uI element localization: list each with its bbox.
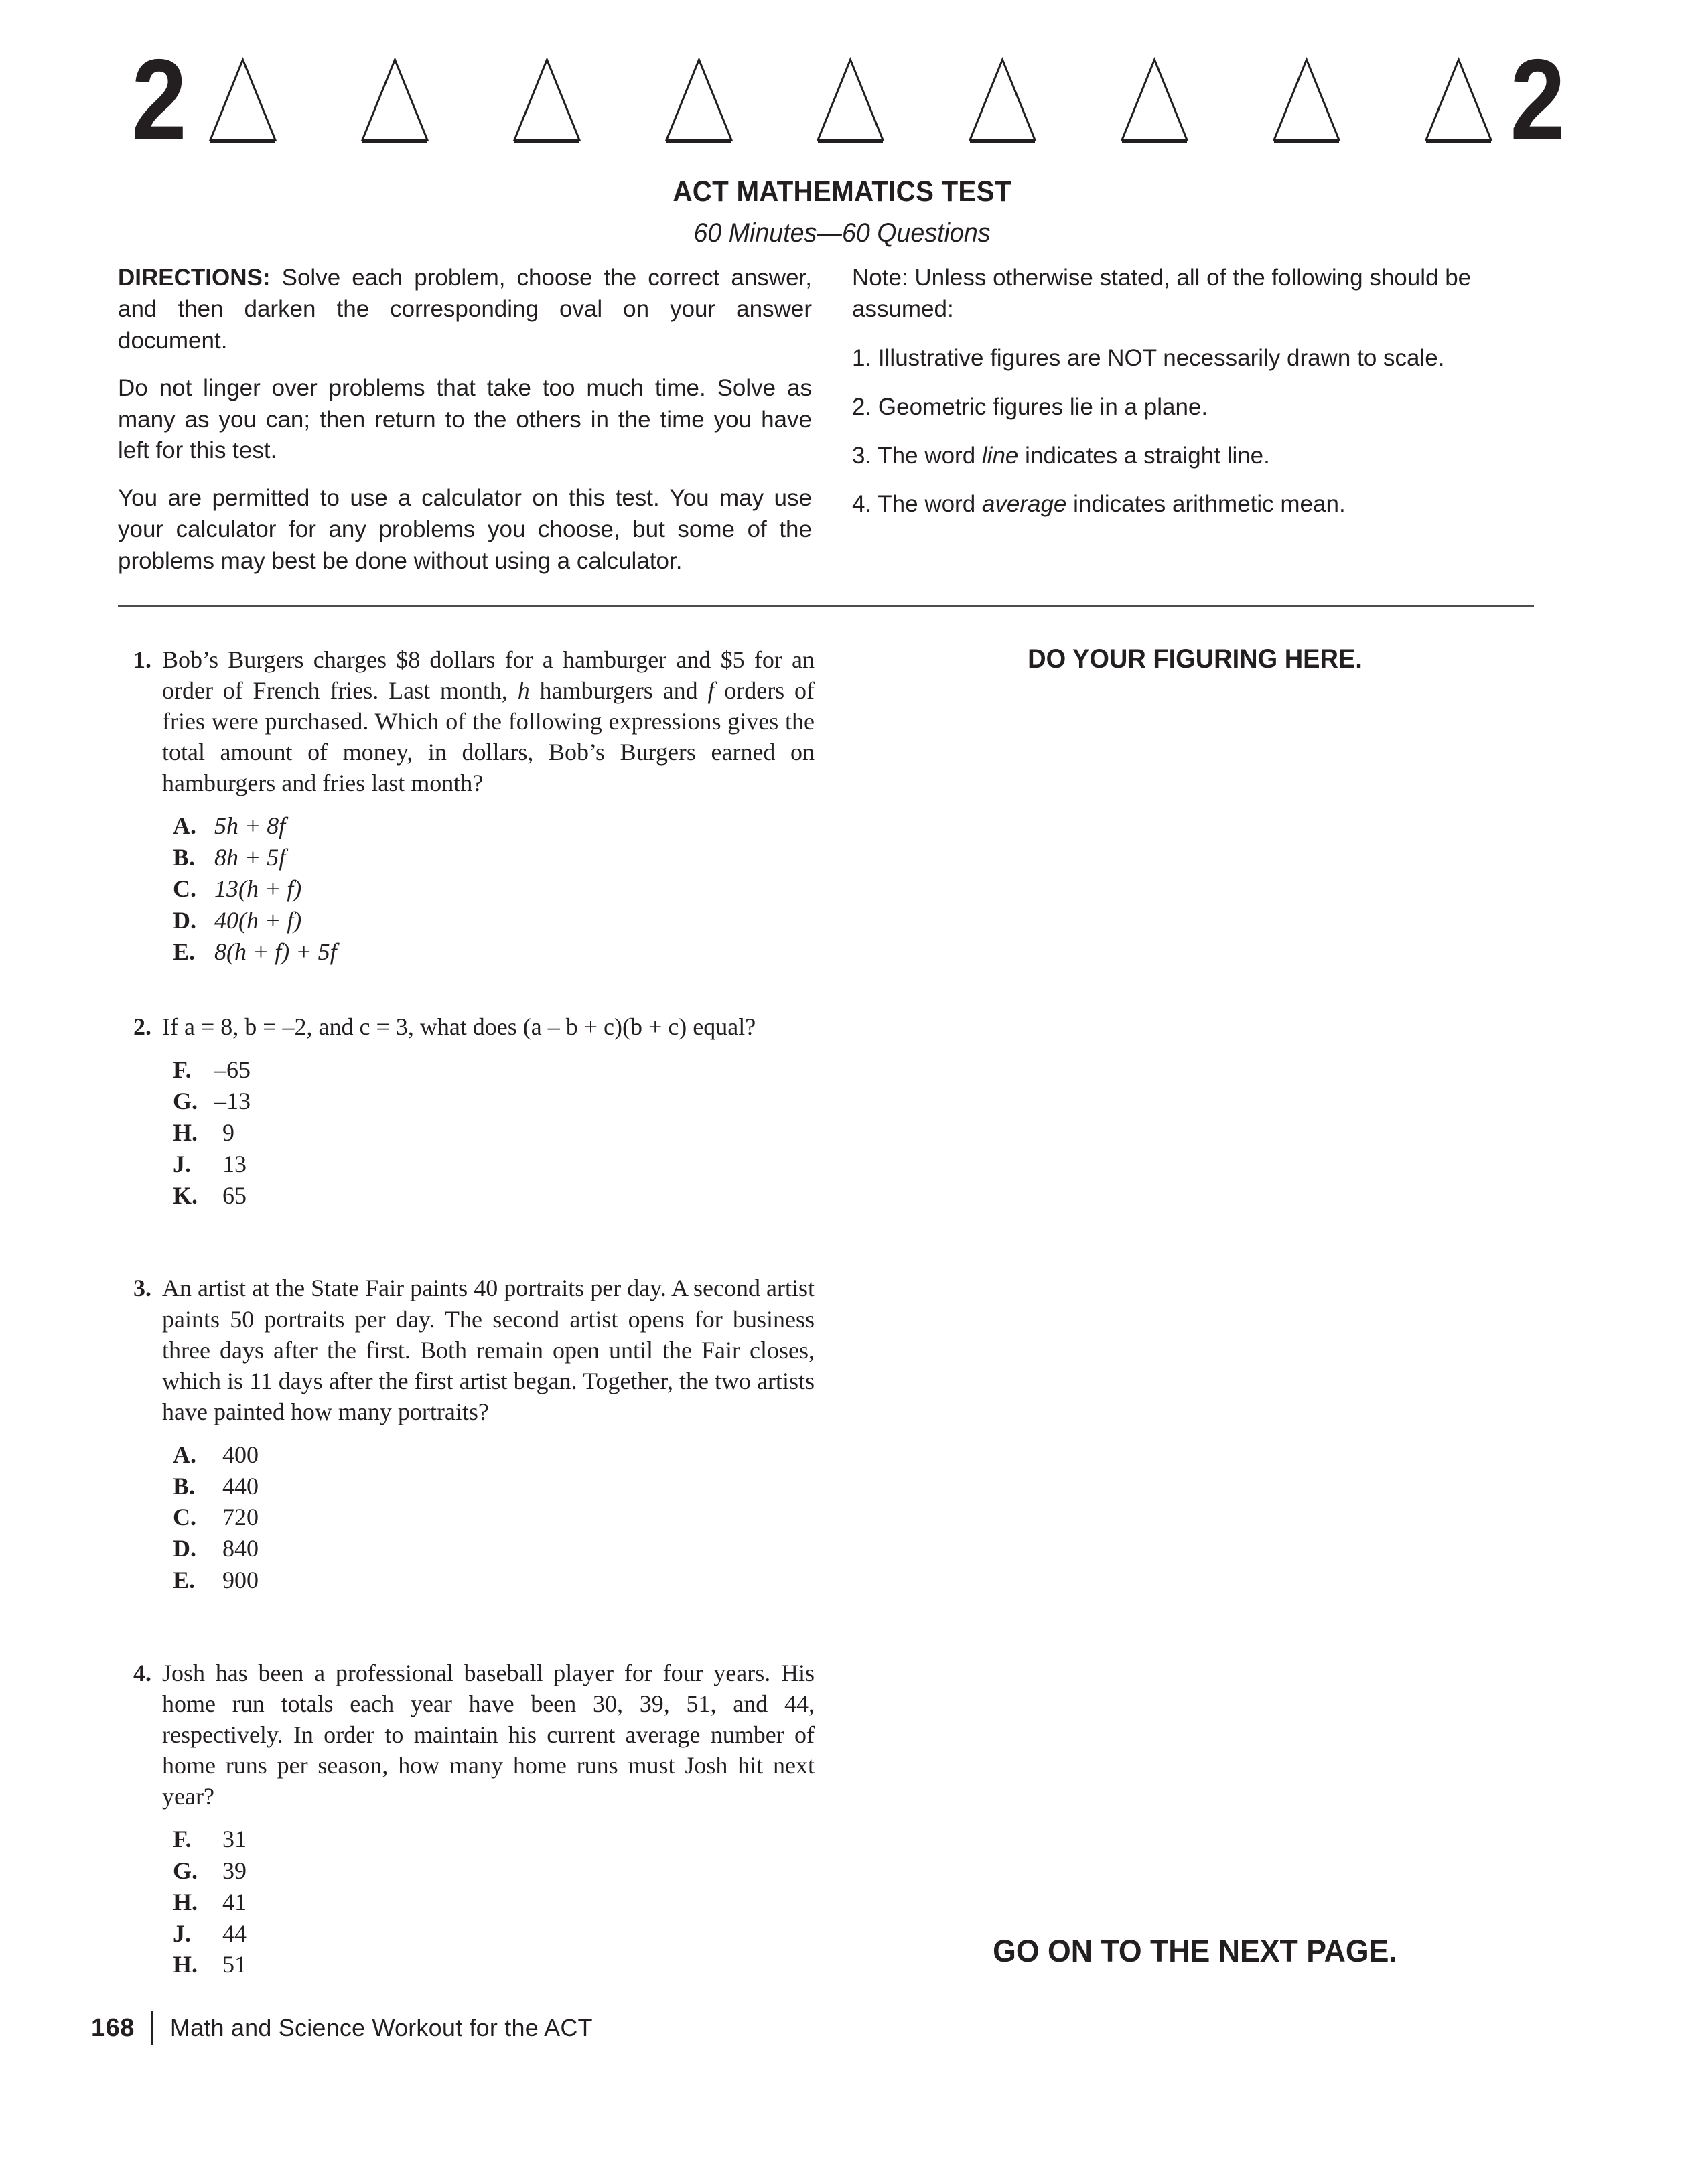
choice-option[interactable] <box>173 1086 815 1117</box>
question-2-number: 2. <box>133 1013 151 1041</box>
page-header-band <box>127 20 1567 164</box>
choice-option[interactable] <box>173 1533 815 1564</box>
choice-value: 440 <box>222 1472 259 1500</box>
triangle-icon <box>360 57 430 146</box>
question-1-text-c: orders of fries were purchased. Which of the following expressions gives the total amount of money, in dollars, Bob’s Burgers earned on hamburgers and fries last month? <box>162 677 815 797</box>
question-3-text: An artist at the State Fair paints 40 portraits per day. A second artist paints 50 portraits per day. The second artist opens for business three days after the first. Both remain open until the Fair closes, which is 11 days after the first artist began. Together, the two artists have painted how many portraits? <box>162 1275 815 1425</box>
choice-letter: G. <box>173 1088 198 1115</box>
directions-paragraph-3: You are permitted to use a calculator on this test. You may use your calculator for any problems you choose, but some of the problems may best be done without using a calculator. <box>118 485 812 575</box>
notes-item-4-pre: 4. The word <box>852 491 982 518</box>
notes-item-4-post: indicates arithmetic mean. <box>1066 491 1346 518</box>
section-number-right: 2 <box>1510 35 1563 164</box>
directions-paragraph-1 <box>118 263 812 357</box>
choice-option[interactable] <box>173 1149 815 1180</box>
question-4-choices <box>173 1824 815 1980</box>
choice-value: 39 <box>222 1857 247 1884</box>
choice-letter: H. <box>173 1119 198 1147</box>
choice-letter: H. <box>173 1951 198 1978</box>
choice-option[interactable] <box>173 1564 815 1596</box>
choice-letter: F. <box>173 1826 192 1853</box>
choice-letter: B. <box>173 1472 196 1500</box>
choice-letter: A. <box>173 812 196 840</box>
footer-page-number: 168 <box>91 2013 135 2042</box>
choice-option[interactable] <box>173 1054 815 1086</box>
choice-value: 13(h + f) <box>214 875 302 902</box>
question-1-number: 1. <box>133 646 151 673</box>
choice-letter: K. <box>173 1181 198 1209</box>
spacer <box>125 1238 815 1272</box>
spacer <box>125 994 815 1011</box>
question-4-number: 4. <box>133 1659 151 1686</box>
choice-value: 41 <box>222 1888 247 1915</box>
choice-value: 51 <box>222 1951 247 1978</box>
figuring-area-heading: DO YOUR FIGURING HERE. <box>1028 644 1362 674</box>
triangle-icon <box>512 57 582 146</box>
choice-value: 720 <box>222 1504 259 1531</box>
choice-option[interactable] <box>173 1471 815 1502</box>
choice-value: 65 <box>222 1181 247 1209</box>
triangle-icon <box>967 57 1038 146</box>
choice-value: 44 <box>222 1919 247 1947</box>
choice-option[interactable] <box>173 1887 815 1918</box>
triangle-icon <box>1119 57 1190 146</box>
choice-value: 5h + 8f <box>214 812 286 840</box>
directions-label: DIRECTIONS: <box>118 265 271 291</box>
triangle-icon <box>664 57 734 146</box>
section-number-left: 2 <box>131 35 185 164</box>
choice-option[interactable] <box>173 810 815 842</box>
question-2-stem <box>125 1011 815 1042</box>
notes-item-3 <box>852 441 1538 472</box>
question-1-stem <box>125 644 815 798</box>
question-4-stem <box>125 1658 815 1812</box>
choice-letter: D. <box>173 1535 196 1562</box>
choice-option[interactable] <box>173 1180 815 1212</box>
section-divider-rule <box>118 605 1534 607</box>
question-1-text <box>162 644 815 798</box>
question-2-choices <box>173 1054 815 1211</box>
choice-option[interactable] <box>173 1918 815 1950</box>
question-3-choices <box>173 1439 815 1596</box>
page-title: ACT MATHEMATICS TEST <box>673 175 1011 208</box>
question-3-number: 3. <box>133 1275 151 1302</box>
choice-letter: C. <box>173 875 196 902</box>
triangle-icon <box>1271 57 1342 146</box>
question-2-text: If a = 8, b = –2, and c = 3, what does (a – b + c)(b + c) equal? <box>162 1013 756 1041</box>
choice-letter: E. <box>173 1567 196 1594</box>
choice-letter: D. <box>173 906 196 934</box>
choice-value: 400 <box>222 1441 259 1468</box>
notes-item-2: 2. Geometric figures lie in a plane. <box>852 393 1208 420</box>
choice-option[interactable] <box>173 1855 815 1887</box>
choice-letter: C. <box>173 1504 196 1531</box>
notes-item-3-pre: 3. The word <box>852 442 982 469</box>
choice-letter: H. <box>173 1888 198 1915</box>
question-1-var-f: f <box>707 677 715 705</box>
question-1-text-a: Bob’s Burgers charges $8 dollars for a hamburger and $5 for an order of French fries. Last month, <box>162 646 815 705</box>
choice-value: 40(h + f) <box>214 906 302 934</box>
choice-letter: E. <box>173 938 196 965</box>
choice-option[interactable] <box>173 1824 815 1855</box>
choice-value: 9 <box>222 1119 234 1147</box>
question-1-choices <box>173 810 815 967</box>
choice-letter: B. <box>173 844 196 871</box>
notes-intro: Note: Unless otherwise stated, all of the following should be assumed: <box>852 265 1472 322</box>
question-4-text: Josh has been a professional baseball player for four years. His home run totals each year have been 30, 39, 51, and 44, respectively. In order to maintain his current average number of home runs per season, how many home runs must Josh hit next year? <box>162 1659 815 1810</box>
choice-value: –65 <box>214 1056 251 1084</box>
choice-value: 8(h + f) + 5f <box>214 938 337 965</box>
spacer <box>125 1623 815 1658</box>
choice-option[interactable] <box>173 905 815 936</box>
choice-option[interactable] <box>173 936 815 968</box>
choice-value: 900 <box>222 1567 259 1594</box>
question-3 <box>125 1272 815 1595</box>
choice-value: 840 <box>222 1535 259 1562</box>
triangle-strip <box>189 52 1506 147</box>
choice-value: 13 <box>222 1150 247 1177</box>
questions-column <box>125 644 815 2007</box>
choice-option[interactable] <box>173 1439 815 1471</box>
footer-divider <box>151 2011 153 2045</box>
question-1-var-h: h <box>517 677 530 705</box>
choice-value: –13 <box>214 1088 251 1115</box>
choice-option[interactable] <box>173 873 815 905</box>
notes-item-3-post: indicates a straight line. <box>1018 442 1270 469</box>
notes-item-4 <box>852 489 1538 520</box>
choice-option[interactable] <box>173 1502 815 1533</box>
directions-paragraph-2: Do not linger over problems that take too much time. Solve as many as you can; then return to the others in the time you have left for this test. <box>118 374 812 464</box>
directions-column <box>118 263 812 577</box>
question-2 <box>125 1011 815 1211</box>
choice-option[interactable] <box>173 842 815 873</box>
page-footer <box>91 2009 593 2047</box>
triangle-icon <box>815 57 886 146</box>
choice-letter: A. <box>173 1441 196 1468</box>
notes-item-1: 1. Illustrative figures are NOT necessarily drawn to scale. <box>852 344 1445 371</box>
choice-option[interactable] <box>173 1949 815 1980</box>
choice-value: 31 <box>222 1826 247 1853</box>
choice-letter: J. <box>173 1919 191 1947</box>
question-4 <box>125 1658 815 1980</box>
choice-letter: G. <box>173 1857 198 1884</box>
notes-item-4-emphasis: average <box>981 491 1067 518</box>
choice-letter: F. <box>173 1056 192 1084</box>
triangle-icon <box>1423 57 1494 146</box>
notes-item-3-emphasis: line <box>981 442 1019 469</box>
go-on-notice: GO ON TO THE NEXT PAGE. <box>993 1933 1397 1968</box>
triangle-icon <box>208 57 278 146</box>
question-1-text-b: hamburgers and <box>529 677 708 705</box>
directions-paragraph-1-text: Solve each problem, choose the correct answer, and then darken the corresponding oval on your answer document. <box>118 265 812 354</box>
footer-book-title: Math and Science Workout for the ACT <box>169 2014 593 2041</box>
notes-column <box>852 263 1538 520</box>
question-3-stem <box>125 1272 815 1427</box>
choice-letter: J. <box>173 1150 191 1177</box>
test-timing-subtitle: 60 Minutes—60 Questions <box>693 218 991 248</box>
question-1 <box>125 644 815 967</box>
choice-option[interactable] <box>173 1117 815 1149</box>
choice-value: 8h + 5f <box>214 844 286 871</box>
